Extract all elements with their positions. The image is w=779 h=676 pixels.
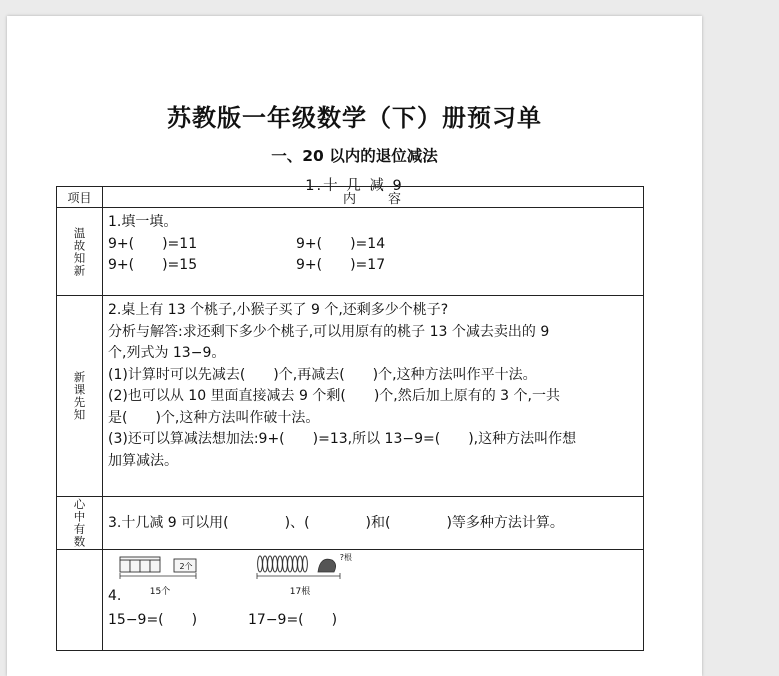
box-label: 2个 [179,562,193,571]
sticks-illustration [254,554,346,584]
text-line: (3)还可以算减法想加法:9+( )=13,所以 13−9=( ),这种方法叫作想 [108,431,577,447]
table-row [57,497,644,550]
row-label-cell [57,208,103,296]
table-header-row [57,187,644,208]
text-line: 分析与解答:求还剩下多少个桃子,可以用原有的桃子 13 个减去卖出的 9 [108,323,550,340]
header-content: 内 容 [103,187,644,208]
peach-boxes-picture [118,554,202,597]
picture-caption: 15个 [149,587,171,597]
row-label-cell [57,497,103,550]
fill-equation: 9+( )=17 [296,257,386,273]
header-item: 项目 [57,187,103,208]
section-title: 一、20 以内的退位减法 [271,147,438,165]
row-label-cell [57,296,103,497]
text-line: 加算减法。 [108,452,178,469]
exercise-intro: 1.填一填。 [108,214,178,230]
row-content [103,497,644,550]
question-number: 4. [108,588,122,604]
text-line: (1)计算时可以先减去( )个,再减去( )个,这种方法叫作平十法。 [108,366,537,383]
sticks-picture [254,553,352,597]
fill-equation: 15−9=( ) [108,612,198,628]
row-label: 温故知新 [72,226,87,277]
row-label: 心中有数 [72,498,87,548]
row-content [103,296,644,497]
row-label-cell [57,550,103,651]
row-content [103,550,644,651]
text-line: (2)也可以从 10 里面直接减去 9 个剩( )个,然后加上原有的 3 个,一共 [108,388,560,404]
row-content [103,208,644,296]
table-row [57,208,644,296]
text-line: 2.桌上有 13 个桃子,小猴子买了 9 个,还剩多少个桃子? [108,302,449,318]
worksheet-table [56,186,644,651]
document-title: 苏教版一年级数学（下）册预习单 [167,103,542,132]
text-line: 3.十几减 9 可以用( )、( )和( )等多种方法计算。 [108,515,564,531]
table-row [57,550,644,651]
text-line: 是( )个,这种方法叫作破十法。 [108,409,320,426]
fill-equation: 9+( )=15 [108,257,198,273]
picture-caption: 17根 [289,587,311,597]
text-line: 个,列式为 13−9。 [108,345,226,361]
table-row [57,296,644,497]
lesson-title: 1.十 几 减 9 [305,178,404,194]
fill-equation: 9+( )=11 [108,235,198,252]
question-note: ?根 [339,553,352,562]
fill-equation: 9+( )=14 [296,235,386,252]
row-label: 新课先知 [72,371,87,421]
fill-equation: 17−9=( ) [248,612,338,628]
